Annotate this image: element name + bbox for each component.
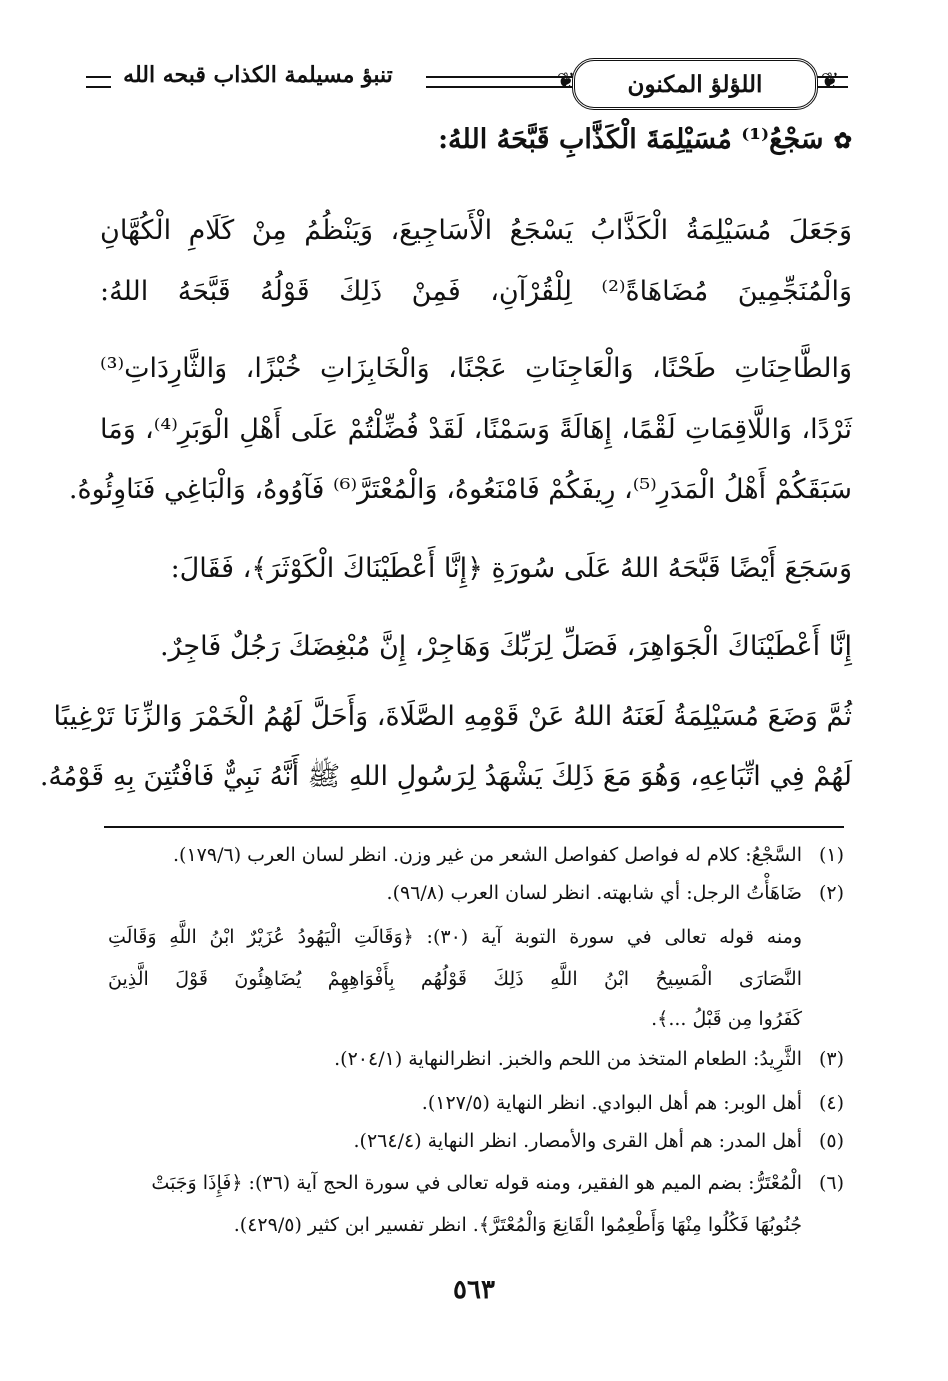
page-number: ٥٦٣ xyxy=(453,1275,495,1305)
footnote-2-continuation: كَفَرُوا مِن قَبْلُ ...﴾. xyxy=(651,1008,802,1030)
footnote-text: السَّجْعُ: كلام له فواصل كفواصل الشعر من غير وزن. انظر لسان العرب (١٧٩/٦). xyxy=(173,844,802,866)
footnote-2-continuation: ومنه قوله تعالى في سورة التوبة آية (٣٠): ﴿وَقَالَتِ الْيَهُودُ عُزَيْرٌ ابْنُ اللَّهِ وَقَالَتِ xyxy=(108,926,802,948)
body-line: وَالْمُنَجِّمِينَ مُضَاهَاةً⁽²⁾ لِلْقُرْآنِ، فَمِنْ ذَلِكَ قَوْلُهُ قَبَّحَهُ اللهُ: xyxy=(100,276,852,307)
footnote-separator xyxy=(104,826,844,828)
section-heading-text: سَجْعُ⁽¹⁾ مُسَيْلِمَةَ الْكَذَّابِ قَبَّحَهُ اللهُ: xyxy=(438,124,824,155)
footnote-text: الْمُعْتَرُّ: بضم الميم هو الفقير، ومنه قوله تعالى في سورة الحج آية (٣٦): ﴿فَإِذَا وَجَبَتْ xyxy=(151,1172,802,1194)
footnote-text: ضَاهَأْتُ الرجل: أي شابهته. انظر لسان العرب (٩٦/٨). xyxy=(386,882,802,904)
body-line: سَبَقَكُمْ أَهْلُ الْمَدَرِ⁽⁵⁾، رِيفَكُمْ فَامْنَعُوهُ، وَالْمُعْتَرَّ⁽⁶⁾ فَآوُوهُ، وَالْبَاغِي فَنَاوِئُوهُ. xyxy=(68,474,852,505)
body-line: ثُمَّ وَضَعَ مُسَيْلِمَةُ لَعَنَهُ اللهُ عَنْ قَوْمِهِ الصَّلَاةَ، وَأَحَلَّ لَهُمُ الْخَمْرَ وَالزِّنَا تَرْغِيبًا xyxy=(53,701,852,732)
book-title: اللؤلؤ المكنون xyxy=(572,58,818,110)
page-header xyxy=(86,52,848,110)
footnote-1 xyxy=(108,840,844,870)
footnote-number: (٥) xyxy=(818,1130,844,1152)
body-line: إِنَّا أَعْطَيْنَاكَ الْجَوَاهِرَ، فَصَلِّ لِرَبِّكَ وَهَاجِرْ، إِنَّ مُبْغِضَكَ رَجُلٌ فَاجِرٌ. xyxy=(159,631,852,662)
footnote-6 xyxy=(108,1168,844,1198)
footnote-number: (٢) xyxy=(818,882,844,904)
body-line: وَجَعَلَ مُسَيْلِمَةُ الْكَذَّابُ يَسْجَعُ الْأَسَاجِيعَ، وَيَنْظُمُ مِنْ كَلَامِ الْكُهَّانِ xyxy=(100,215,852,246)
footnote-5 xyxy=(108,1126,844,1156)
chapter-running-head: تنبؤ مسيلمة الكذاب قبحه الله xyxy=(123,62,393,88)
flower-bullet-icon: ✿ xyxy=(833,128,852,154)
footnote-number: (٦) xyxy=(818,1172,844,1194)
body-line: لَهُمْ فِي اتِّبَاعِهِ، وَهُوَ مَعَ ذَلِكَ يَشْهَدُ لِرَسُولِ اللهِ ﷺ أَنَّهُ نَبِيٌّ فَافْتُتِنَ بِهِ قَوْمُهُ. xyxy=(39,761,852,792)
footnote-4 xyxy=(108,1088,844,1118)
footnote-text: الثَّرِيدُ: الطعام المتخذ من اللحم والخبز. انظرالنهاية (٢٠٤/١). xyxy=(334,1048,802,1070)
ornament-icon: ❦ xyxy=(820,68,840,94)
footnote-number: (٣) xyxy=(818,1048,844,1070)
footnote-6-continuation: جُنُوبُهَا فَكُلُوا مِنْهَا وَأَطْعِمُوا الْقَانِعَ وَالْمُعْتَرَّ﴾. انظر تفسير ابن كثير (٤٢٩/٥). xyxy=(233,1214,802,1236)
body-line: وَسَجَعَ أَيْضًا قَبَّحَهُ اللهُ عَلَى سُورَةِ ﴿إِنَّا أَعْطَيْنَاكَ الْكَوْثَرَ﴾، فَقَالَ: xyxy=(170,553,852,584)
body-line: ثَرْدًا، وَاللَّاقِمَاتِ لَقْمًا، إِهَالَةً وَسَمْنًا، لَقَدْ فُضِّلْتُمْ عَلَى أَهْلِ الْوَبَرِ⁽⁴⁾، وَمَا xyxy=(100,414,853,445)
body-line: وَالطَّاحِنَاتِ طَحْنًا، وَالْعَاجِنَاتِ عَجْنًا، وَالْخَابِزَاتِ خُبْزًا، وَالثَّارِدَاتِ⁽³⁾ xyxy=(100,353,852,384)
footnote-text: أهل الوبر: هم أهل البوادي. انظر النهاية (١٢٧/٥). xyxy=(421,1092,802,1114)
footnote-2-continuation: النَّصَارَى الْمَسِيحُ ابْنُ اللَّهِ ذَلِكَ قَوْلُهُم بِأَفْوَاهِهِمْ يُضَاهِئُونَ قَوْلَ الَّذِينَ xyxy=(108,968,802,990)
footnote-3 xyxy=(108,1044,844,1074)
footnote-number: (٤) xyxy=(818,1092,844,1114)
footnote-number: (١) xyxy=(818,844,844,866)
ornament-icon: ❦ xyxy=(556,68,576,94)
footnote-2 xyxy=(108,878,844,908)
footnote-text: أهل المدر: هم أهل القرى والأمصار. انظر النهاية (٢٦٤/٤). xyxy=(353,1130,802,1152)
section-heading xyxy=(102,124,852,155)
